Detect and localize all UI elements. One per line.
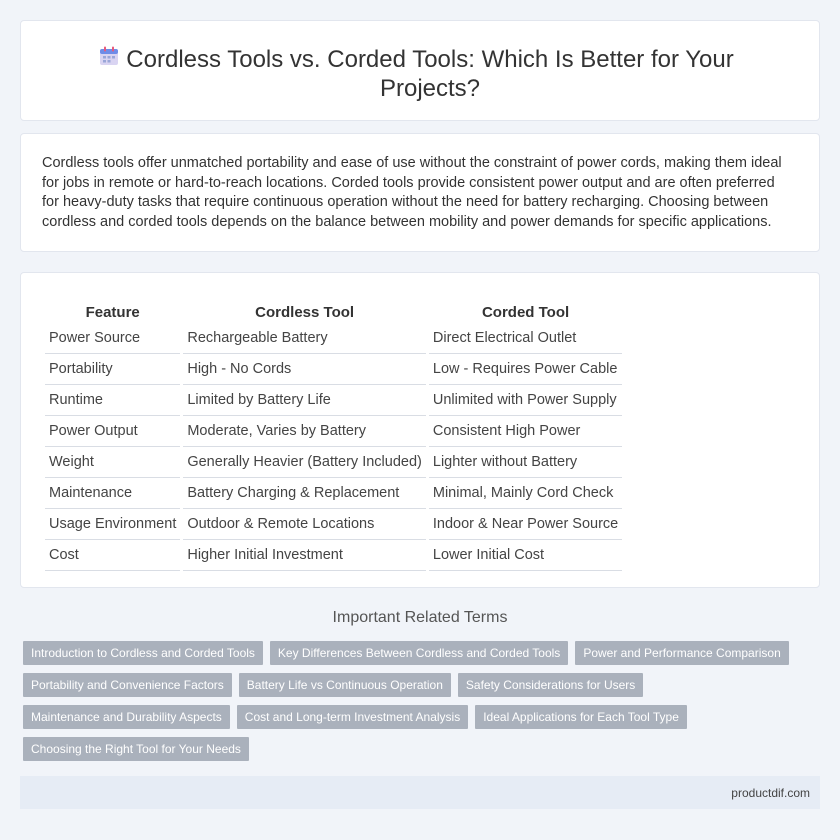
table-cell: Lower Initial Cost — [429, 540, 622, 571]
table-cell: High - No Cords — [183, 354, 426, 385]
table-cell: Cost — [45, 540, 180, 571]
table-row — [45, 447, 622, 478]
table-cell: Unlimited with Power Supply — [429, 385, 622, 416]
page-title: Cordless Tools vs. Corded Tools: Which Is Better for Your Projects? — [126, 46, 734, 102]
table-cell: Consistent High Power — [429, 416, 622, 447]
table-cell: Generally Heavier (Battery Included) — [183, 447, 426, 478]
table-cell: Usage Environment — [45, 509, 180, 540]
related-terms-list — [23, 641, 813, 761]
table-cell: Power Output — [45, 416, 180, 447]
related-term-tag[interactable]: Introduction to Cordless and Corded Tools — [23, 641, 263, 665]
table-cell: Moderate, Varies by Battery — [183, 416, 426, 447]
comparison-card — [20, 272, 820, 588]
column-header-corded: Corded Tool — [481, 304, 570, 321]
intro-card — [20, 133, 820, 252]
column-header-cordless: Cordless Tool — [255, 304, 355, 321]
related-term-tag[interactable]: Battery Life vs Continuous Operation — [239, 673, 451, 697]
table-cell: Direct Electrical Outlet — [429, 323, 622, 354]
column-header-feature: Feature — [85, 304, 140, 321]
table-cell: Lighter without Battery — [429, 447, 622, 478]
table-cell: Runtime — [45, 385, 180, 416]
table-row — [45, 385, 622, 416]
table-cell: Minimal, Mainly Cord Check — [429, 478, 622, 509]
footer-site-link[interactable]: productdif.com — [731, 786, 810, 800]
related-term-tag[interactable]: Choosing the Right Tool for Your Needs — [23, 737, 249, 761]
table-cell: Higher Initial Investment — [183, 540, 426, 571]
comparison-table — [42, 295, 625, 571]
table-row — [45, 540, 622, 571]
table-row — [45, 354, 622, 385]
table-cell: Weight — [45, 447, 180, 478]
related-term-tag[interactable]: Safety Considerations for Users — [458, 673, 643, 697]
related-term-tag[interactable]: Maintenance and Durability Aspects — [23, 705, 230, 729]
related-terms-heading: Important Related Terms — [332, 609, 508, 626]
table-cell: Maintenance — [45, 478, 180, 509]
table-row — [45, 323, 622, 354]
table-cell: Limited by Battery Life — [183, 385, 426, 416]
intro-paragraph: Cordless tools offer unmatched portability and ease of use without the constraint of power cords, making them ideal for jobs in remote or hard-to-reach locations. Corded tools provide consistent power output and are often preferred for heavy-duty tasks that require continuous operation without the need for battery recharging. Choosing between cordless and corded tools depends on the balance between mobility and power demands for specific applications. — [42, 155, 782, 230]
table-row — [45, 416, 622, 447]
table-cell: Low - Requires Power Cable — [429, 354, 622, 385]
related-term-tag[interactable]: Ideal Applications for Each Tool Type — [475, 705, 687, 729]
related-term-tag[interactable]: Portability and Convenience Factors — [23, 673, 232, 697]
related-term-tag[interactable]: Cost and Long-term Investment Analysis — [237, 705, 468, 729]
table-cell: Power Source — [45, 323, 180, 354]
table-row — [45, 509, 622, 540]
table-header-row — [45, 295, 622, 323]
related-term-tag[interactable]: Power and Performance Comparison — [575, 641, 788, 665]
table-cell: Outdoor & Remote Locations — [183, 509, 426, 540]
related-term-tag[interactable]: Key Differences Between Cordless and Corded Tools — [270, 641, 568, 665]
title-card — [20, 20, 820, 121]
table-cell: Battery Charging & Replacement — [183, 478, 426, 509]
footer — [20, 776, 820, 809]
table-cell: Indoor & Near Power Source — [429, 509, 622, 540]
table-row — [45, 478, 622, 509]
table-cell: Rechargeable Battery — [183, 323, 426, 354]
table-cell: Portability — [45, 354, 180, 385]
